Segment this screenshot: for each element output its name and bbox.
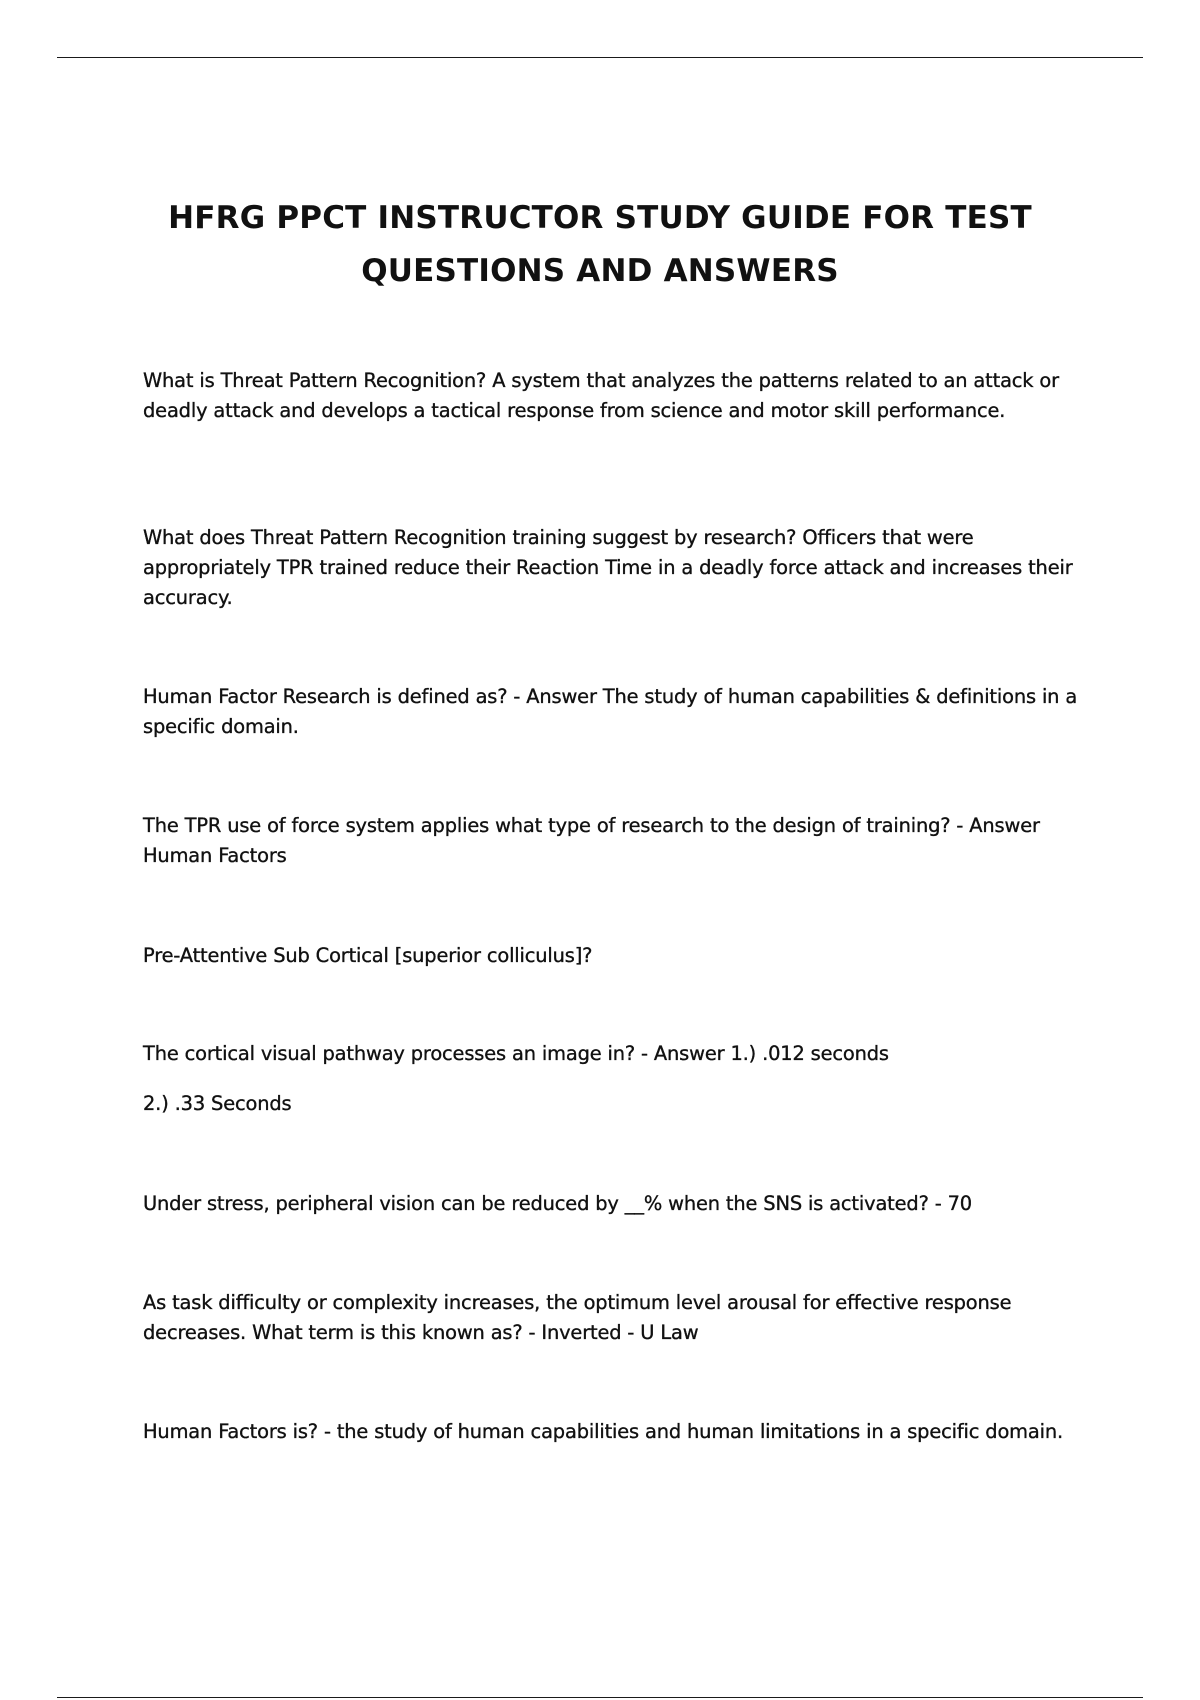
qa-item-threat-pattern-recognition: What is Threat Pattern Recognition? A system that analyzes the patterns related to an attack or deadly attack and develops a tactical response from science and motor skill performance. (143, 369, 1059, 422)
document-title (100, 192, 1100, 298)
top-rule (57, 57, 1143, 58)
qa-item-tpr-training-research: What does Threat Pattern Recognition training suggest by research? Officers that were appropriately TPR trained reduce their Reaction Time in a deadly force attack and increases their accuracy. (143, 526, 1073, 609)
bottom-rule (57, 1697, 1143, 1698)
qa-item-cortical-visual-pathway: The cortical visual pathway processes an image in? - Answer 1.) .012 seconds (143, 1042, 889, 1065)
qa-item-cortical-visual-pathway-continuation: 2.) .33 Seconds (143, 1092, 292, 1115)
qa-item-human-factor-research: Human Factor Research is defined as? - Answer The study of human capabilities & definitions in a specific domain. (143, 685, 1078, 738)
title-line-2: QUESTIONS AND ANSWERS (361, 253, 839, 289)
qa-item-peripheral-vision-stress: Under stress, peripheral vision can be reduced by __% when the SNS is activated? - 70 (143, 1192, 972, 1215)
title-line-1: HFRG PPCT INSTRUCTOR STUDY GUIDE FOR TEST (168, 200, 1032, 236)
qa-item-pre-attentive-sub-cortical: Pre-Attentive Sub Cortical [superior colliculus]? (143, 944, 593, 967)
qa-item-tpr-research-type: The TPR use of force system applies what type of research to the design of training? - Answer Human Factors (143, 814, 1040, 867)
qa-item-inverted-u-law: As task difficulty or complexity increases, the optimum level arousal for effective response decreases. What term is this known as? - Inverted - U Law (143, 1291, 1012, 1344)
qa-item-human-factors-definition: Human Factors is? - the study of human capabilities and human limitations in a specific domain. (143, 1420, 1064, 1443)
